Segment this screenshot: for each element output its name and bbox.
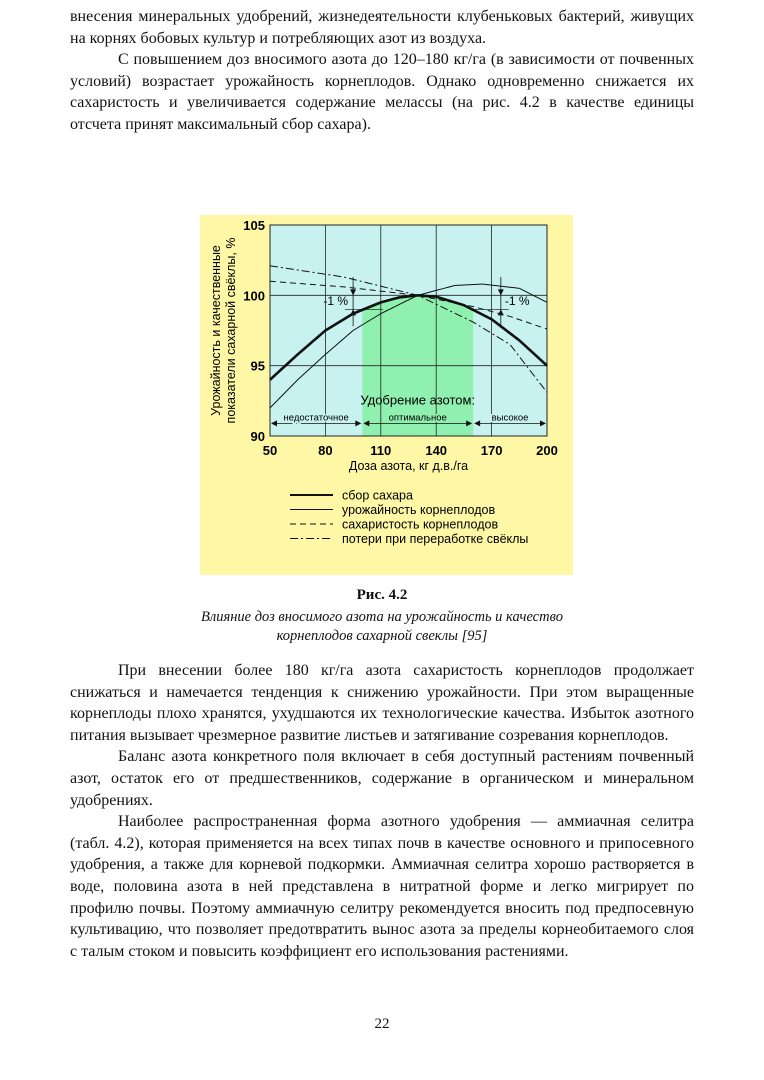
caption-line: корнеплодов сахарной свеклы [95] bbox=[276, 628, 488, 644]
x-axis-label: Доза азота, кг д.в./га bbox=[348, 459, 469, 473]
delta-label: -1 % bbox=[323, 294, 349, 309]
paragraph: внесения минеральных удобрений, жизнедеятельности клубеньковых бактерий, живущих на корнях бобовых культур и потребляющих азот из воздуха. bbox=[70, 8, 694, 47]
y-tick-label: 105 bbox=[243, 218, 265, 233]
y-axis-label: Урожайность и качественные bbox=[209, 245, 223, 416]
paragraph: Баланс азота конкретного поля включает в себя доступный растениям почвенный азот, остаток его от предшественников, содержание в органическом и минеральном удобрениях. bbox=[70, 748, 694, 809]
chart-svg bbox=[200, 215, 573, 575]
paragraph: При внесении более 180 кг/га азота сахаристость корнеплодов продолжает снижаться и намечается тенденция к снижению урожайности. При этом выращенные корнеплоды плохо хранятся, ухудшаются их технологические качества. Избыток азотного питания вызывает чрезмерное развитие листьев и затягивание созревания корнеплодов. bbox=[70, 662, 694, 744]
text-block-top bbox=[70, 6, 694, 136]
zone-label: оптимальное bbox=[388, 412, 447, 424]
legend-label: урожайность корнеплодов bbox=[342, 503, 496, 517]
paragraph: Наиболее распространенная форма азотного удобрения — аммиачная селитра (табл. 4.2), которая применяется на всех типах почв в качестве основного и припосевного удобрения, а также для корневой подкормки. Аммиачная селитра хорошо растворяется в воде, половина азота в ней представлена в нитратной форме и легко мигрирует по профилю почвы. Поэтому аммиачную селитру рекомендуется вносить под предпосевную культивацию, что позволяет предотвратить вынос азота за пределы корнеобитаемого слоя с талым стоком и повысить коэффициент его использования растениями. bbox=[70, 813, 694, 960]
legend-label: сахаристость корнеплодов bbox=[342, 517, 499, 532]
text-block-bottom bbox=[70, 660, 694, 962]
x-tick-label: 80 bbox=[318, 443, 333, 458]
legend-label: потери при переработке свёклы bbox=[342, 532, 529, 546]
zone-label: высокое bbox=[491, 412, 529, 424]
x-tick-label: 110 bbox=[370, 443, 392, 458]
paragraph: С повышением доз вносимого азота до 120–180 кг/га (в зависимости от почвенных условий) возрастает урожайность корнеплодов. Однако одновременно снижается их сахаристость и увеличивается содержание мелассы (на рис. 4.2 в качестве единицы отсчета принят максимальный сбор сахара). bbox=[70, 51, 694, 133]
zone-label: недостаточное bbox=[283, 412, 349, 424]
y-axis-label: показатели сахарной свёклы, % bbox=[224, 237, 238, 424]
legend-label: сбор сахара bbox=[342, 488, 413, 503]
y-tick-label: 95 bbox=[250, 358, 265, 374]
x-tick-label: 140 bbox=[425, 443, 448, 458]
zone-title: Удобрение азотом: bbox=[360, 392, 476, 408]
y-tick-label: 100 bbox=[243, 288, 265, 304]
figure-caption bbox=[70, 608, 694, 646]
delta-label: -1 % bbox=[504, 294, 530, 309]
x-tick-label: 170 bbox=[480, 443, 503, 458]
figure-number: Рис. 4.2 bbox=[356, 587, 408, 603]
figure-chart bbox=[200, 215, 573, 575]
x-tick-label: 50 bbox=[262, 443, 278, 458]
y-tick-label: 90 bbox=[250, 429, 265, 444]
page-number: 22 bbox=[374, 1016, 390, 1032]
x-tick-label: 200 bbox=[536, 443, 558, 458]
caption-line: Влияние доз вносимого азота на урожайность и качество bbox=[201, 609, 563, 625]
